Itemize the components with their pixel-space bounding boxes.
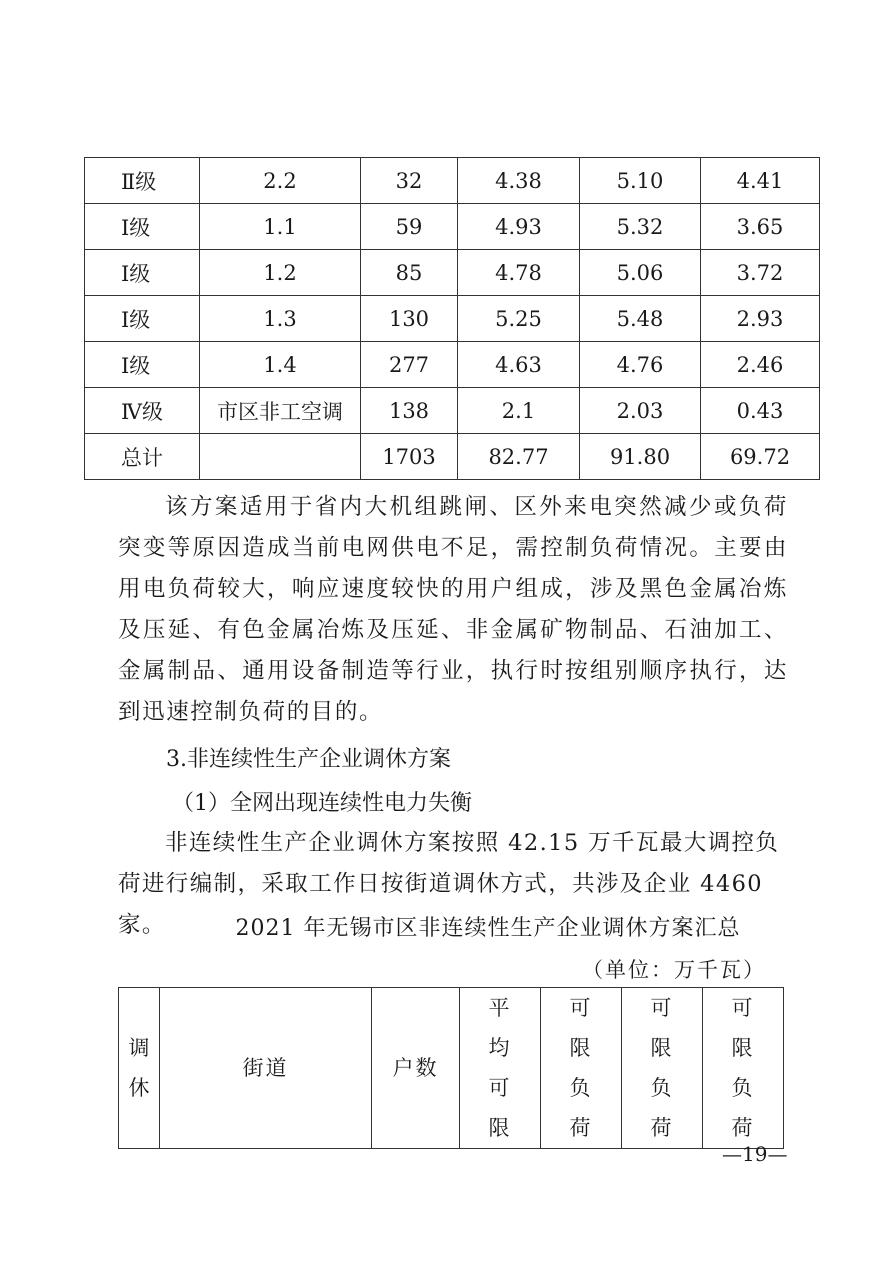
table-cell: 2.1 (458, 388, 580, 434)
table-cell: 1.1 (200, 204, 361, 250)
table-row (85, 388, 820, 434)
table-cell: 1.2 (200, 250, 361, 296)
table-cell: 2.03 (580, 388, 701, 434)
table-cell: 2.2 (200, 158, 361, 204)
table-cell: 2.46 (701, 342, 820, 388)
table-cell: 1.3 (200, 296, 361, 342)
table-cell: 5.10 (580, 158, 701, 204)
table-cell: 总计 (85, 434, 200, 480)
table-cell: Ⅰ级 (85, 250, 200, 296)
table-cell: Ⅰ级 (85, 296, 200, 342)
header-cell: 可限负荷 (622, 988, 703, 1149)
header-cell: 街道 (160, 988, 372, 1149)
table-cell: 59 (361, 204, 458, 250)
page-number: —19— (722, 1142, 788, 1166)
table-cell (200, 434, 361, 480)
table-row (85, 158, 820, 204)
section-heading: 3.非连续性生产企业调休方案 (166, 747, 451, 772)
header-cell: 可限负荷 (703, 988, 784, 1149)
table-row (85, 434, 820, 480)
table-cell: 4.76 (580, 342, 701, 388)
table-cell: 130 (361, 296, 458, 342)
table-cell: 5.06 (580, 250, 701, 296)
table-cell: 4.63 (458, 342, 580, 388)
table-cell: 5.32 (580, 204, 701, 250)
table-cell: 1.4 (200, 342, 361, 388)
table-cell: 85 (361, 250, 458, 296)
table-cell: 69.72 (701, 434, 820, 480)
table-cell: 3.65 (701, 204, 820, 250)
table-cell: 1703 (361, 434, 458, 480)
unit-label: （单位：万千瓦） (582, 958, 766, 982)
table-row (85, 204, 820, 250)
header-cell: 平均可限 (460, 988, 541, 1149)
table-cell: Ⅳ级 (85, 388, 200, 434)
table-cell: Ⅰ级 (85, 204, 200, 250)
table-cell: 138 (361, 388, 458, 434)
paragraph-scheme-description: 该方案适用于省内大机组跳闸、区外来电突然减少或负荷突变等原因造成当前电网供电不足，需控制负荷情况。主要由用电负荷较大，响应速度较快的用户组成，涉及黑色金属冶炼及压延、有色金属冶炼及压延、非金属矿物制品、石油加工、金属制品、通用设备制造等行业，执行时按组别顺序执行，达到迅速控制负荷的目的。 (118, 494, 788, 725)
table-cell: 4.38 (458, 158, 580, 204)
load-control-table (84, 157, 820, 480)
rest-schedule-table (118, 987, 784, 1149)
paragraph-schedule-description: 非连续性生产企业调休方案按照 42.15 万千瓦最大调控负荷进行编制，采取工作日按街道调休方式，共涉及企业 4460 家。 (118, 830, 780, 938)
header-cell: 调休 (119, 988, 160, 1149)
table-cell: 5.48 (580, 296, 701, 342)
table-cell: 市区非工空调 (200, 388, 361, 434)
table-cell: 82.77 (458, 434, 580, 480)
table-cell: 4.41 (701, 158, 820, 204)
table-cell: 91.80 (580, 434, 701, 480)
header-cell: 户数 (372, 988, 460, 1149)
table-cell: Ⅰ级 (85, 342, 200, 388)
table-cell: 0.43 (701, 388, 820, 434)
table-cell: 277 (361, 342, 458, 388)
table-header-row (119, 988, 784, 1149)
table-cell: 4.78 (458, 250, 580, 296)
table-cell: 5.25 (458, 296, 580, 342)
table-cell: 32 (361, 158, 458, 204)
table-row (85, 342, 820, 388)
table-title: 2021 年无锡市区非连续性生产企业调休方案汇总 (235, 916, 741, 941)
table-cell: 2.93 (701, 296, 820, 342)
table-cell: 3.72 (701, 250, 820, 296)
table-row (85, 296, 820, 342)
table-cell: Ⅱ级 (85, 158, 200, 204)
table-row (85, 250, 820, 296)
header-cell: 可限负荷 (541, 988, 622, 1149)
table-cell: 4.93 (458, 204, 580, 250)
subsection-heading: （1）全网出现连续性电力失衡 (172, 791, 472, 816)
